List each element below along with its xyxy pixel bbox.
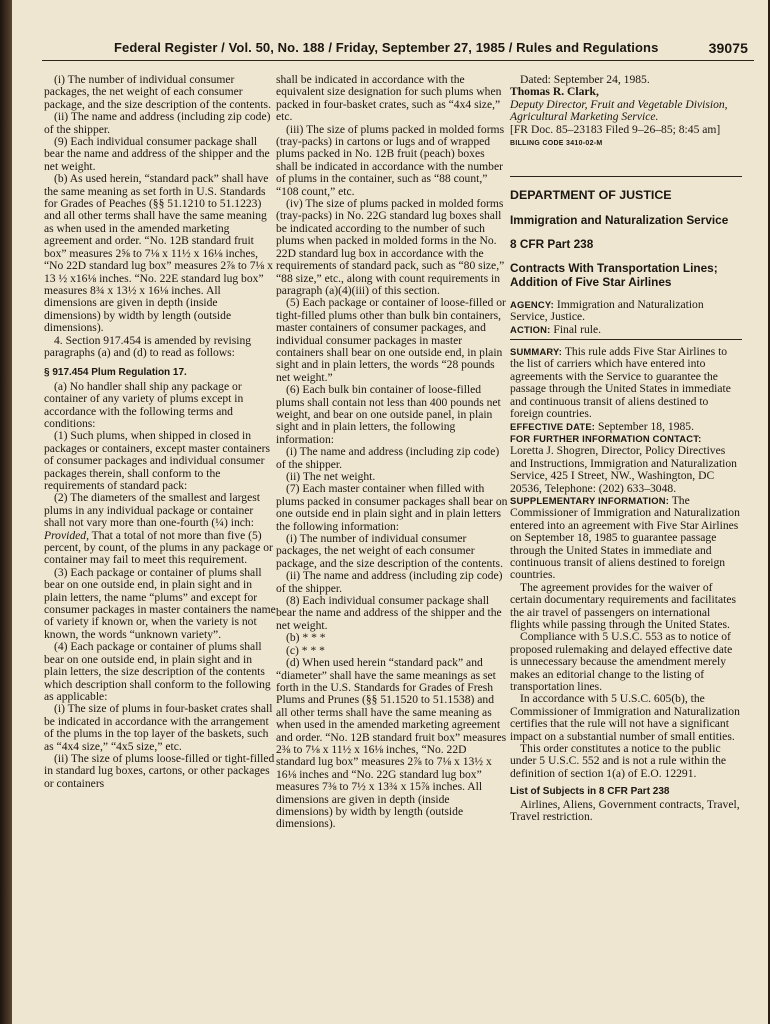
billing-code: BILLING CODE 3410-02-M [510,140,603,148]
paragraph: (ii) The size of plums loose-filled or tight-filled in standard lug boxes, cartons, or other packages or containers [44,751,275,790]
cfr-part-heading: 8 CFR Part 238 [510,236,594,251]
contact-text: Loretta J. Shogren, Director, Policy Directives and Instructions, Immigration and Naturalization Service, 425 I Street, NW., Washington, DC 20536, Telephone: (202) 633–3048. [510,444,737,495]
paragraph: (b) * * * [286,631,326,645]
paragraph: (ii) The net weight. [286,470,376,483]
action-text: Final rule. [550,322,602,336]
paragraph: (c) * * * [286,643,325,657]
effective-date-label: EFFECTIVE DATE: [510,420,596,432]
paragraph: (iv) The size of plums packed in molded forms (tray-packs) in No. 22G standard lug boxes shall be indicated according to the number of such plums when packed in molded forms in the No. 22D standard lug box in accordance with the requirements of standard pack, such as “80 size,” “88 size,” etc., along with count requirements in paragraph (a)(4)(iii) of this section. [276,197,505,297]
binding-spine [0,0,12,1024]
provided-word: Provided, [44,528,89,542]
paragraph: (8) Each individual consumer package shall bear the name and address of the shipper and the net weight. [276,594,502,632]
paragraph: 4. Section 917.454 is amended by revising paragraphs (a) and (d) to read as follows: [44,333,252,359]
column-2 [276,74,508,831]
summary-text: This rule adds Five Star Airlines to the list of carriers which have entered into agreements with the Service to guarantee the passage through the United States in immediate and continuous transit of aliens destined to foreign countries. [510,345,731,421]
paragraph: (i) The size of plums in four-basket crates shall be indicated in accordance with the arrangement of the plums in the top layer of the baskets, such as “4x4 size,” “4x5 size,” etc. [44,702,273,753]
paragraph: (5) Each package or container of loose-filled or tight-filled plums other than bulk bin containers, master containers of consumer packages, and individual consumer packages in master containers shall bear on one outside end, in plain sight and in plain letters, the words “28 pounds net weight.” [276,296,506,384]
paragraph: (7) Each master container when filled with plums packed in consumer packages shall bear on one outside end in plain sight and in plain letters the following information: [276,482,508,533]
subjects-text: Airlines, Aliens, Government contracts, Travel, Travel restriction. [510,797,740,824]
column-3 [510,74,742,824]
paragraph: shall be indicated in accordance with the equivalent size designation for such plums when packed in four-basket crates, such as “4x4 size,” etc. [276,73,502,124]
paragraph: (ii) The name and address (including zip code) of the shipper. [276,569,503,595]
fr-doc-line: [FR Doc. 85–23183 Filed 9–26–85; 8:45 am] [510,122,721,136]
department-heading: DEPARTMENT OF JUSTICE [510,188,672,203]
contact-label: FOR FURTHER INFORMATION CONTACT: [510,432,702,444]
paragraph: (i) The name and address (including zip code) of the shipper. [276,445,500,471]
supplementary-label: SUPPLEMENTARY INFORMATION: [510,494,670,506]
paragraph: This order constitutes a notice to the public under 5 U.S.C. 552 and is not a rule within the definition of section 1(a) of E.O. 12291. [510,742,727,780]
action-line [510,324,742,336]
paragraph: (1) Such plums, when shipped in closed in packages or containers, except master containers of consumer packages and individual consumer packages therein, shall conform to the requirements of standard pack: [44,429,270,492]
subjects-heading: List of Subjects in 8 CFR Part 238 [510,786,670,798]
dated-line: Dated: September 24, 1985. [520,73,650,86]
paragraph: (6) Each bulk bin container of loose-filled plums shall contain not less than 400 pounds net weight, and bear on one outside panel, in plain sight and in plain letters, the following information: [276,383,501,446]
supplementary-paragraph [510,495,742,582]
section-heading: § 917.454 Plum Regulation 17. [44,367,187,379]
rule-title: Contracts With Transportation Lines; Addition of Five Star Airlines [510,260,718,289]
document-page [12,0,768,1024]
summary-paragraph [510,346,742,420]
paragraph: (i) The number of individual consumer packages, the net weight of each consumer package, and the size description of the contents. [276,532,503,570]
agency-label: AGENCY: [510,298,554,310]
summary-label: SUMMARY: [510,346,563,358]
paragraph: The agreement provides for the waiver of certain documentary requirements and facilitates the air travel of passengers on international flights while passing through the United States. [510,580,736,631]
paragraph: Compliance with 5 U.S.C. 553 as to notice of proposed rulemaking and delayed effective date is unnecessary because the amendment merely makes an editorial change to the listing of transportation lines. [510,630,733,694]
header-rule [42,60,754,61]
paragraph: In accordance with 5 U.S.C. 605(b), the Commissioner of Immigration and Naturalization certifies that the rule will not have a significant impact on a substantial number of small entities. [510,692,740,743]
page-number: 39075 [708,40,748,56]
section-divider [510,176,742,177]
column-1 [44,74,276,790]
paragraph: (d) When used herein “standard pack” and “diameter” shall have the same meanings as set forth in the U.S. Standards for Grades of Fresh Plums and Prunes (§§ 51.1520 to 51.1538) and all other terms shall have the same meaning as when used in the amended marketing agreement and order. “No. 12B standard fruit box” measures 2⅜ to 7⅛ x 11½ x 16⅛ inches, “No. 22D standard lug box” measures 2⅞ to 7⅛ x 13½ x 16⅛ inches and “No. 22G standard lug box” measures 7⅜ to 7½ x 13¾ x 15⅞ inches. All dimensions are given in depth (inside dimensions) by width by length (outside dimensions). [276,656,507,831]
text-run: (2) The diameters of the smallest and largest plums in any individual package or container shall not vary more than one-fourth (¼) inch: [44,491,260,530]
action-label: ACTION: [510,323,551,335]
paragraph: (3) Each package or container of plums shall bear on one outside end, in plain sight and in plain letters, the name “plums” and except for consumer packages in master containers the name of variety if known or, when the variety is not known, the words “unknown variety”. [44,565,276,641]
paragraph: (a) No handler shall ship any package or container of any variety of plums except in accordance with the following terms and conditions: [44,379,244,430]
signer-name: Thomas R. Clark, [510,85,599,99]
agency-line [510,299,742,324]
running-title: Federal Register / Vol. 50, No. 188 / Friday, September 27, 1985 / Rules and Regulations [114,40,659,55]
signer-title: Deputy Director, Fruit and Vegetable Division, Agricultural Marketing Service. [510,97,728,124]
page-header [32,40,748,58]
paragraph: (i) The number of individual consumer packages, the net weight of each consumer package, and the size description of the contents. [44,73,271,111]
paragraph: (b) As used herein, “standard pack” shall have the same meaning as set forth in U.S. Standards for Grades of Peaches (§§ 51.1210 to 51.1223) and all other terms shall have the same meaning as when used in the amended marketing agreement and order. “No. 12B standard fruit box” measures 2⅝ to 7⅛ x 11½ x 16⅛ inches, “No 22D standard lug box” measures 2⅞ to 7⅛ x 13 ½ x16⅛ inches. “No. 22E standard lug box” measures 8¾ x 13½ x 16⅛ inches. All dimensions are given in depth (inside dimensions) by width by length (outside dimensions). [44,172,273,335]
effective-date-text: September 18, 1985. [595,419,694,433]
text-run: That a total of not more than five (5) percent, by count, of the plums in any package or container may fail to meet this requirement. [44,528,273,567]
paragraph: (9) Each individual consumer package shall bear the name and address of the shipper and the net weight. [44,135,270,173]
paragraph: (ii) The name and address (including zip code) of the shipper. [44,110,271,136]
effective-date-line [510,421,742,433]
paragraph: (iii) The size of plums packed in molded forms (tray-packs) in cartons or lugs and of wrapped plums packed in No. 12B fruit (peach) boxes shall be indicated in accordance with the number of plums in the container, such as “88 count,” “108 count,” etc. [276,122,505,198]
agency-text: Immigration and Naturalization Service, Justice. [510,297,704,324]
agency-heading: Immigration and Naturalization Service [510,212,729,227]
paragraph: (4) Each package or container of plums shall bear on one outside end, in plain sight and in plain letters, the size description of the contents which description shall conform to the following as applicable: [44,640,271,703]
section-divider [510,339,742,340]
paragraph [44,492,276,566]
supplementary-text: The Commissioner of Immigration and Naturalization entered into an agreement with Five Star Airlines on September 18, 1985 to guarantee passage through the United States in immediate and continuous transit of aliens destined to foreign countries. [510,493,740,582]
